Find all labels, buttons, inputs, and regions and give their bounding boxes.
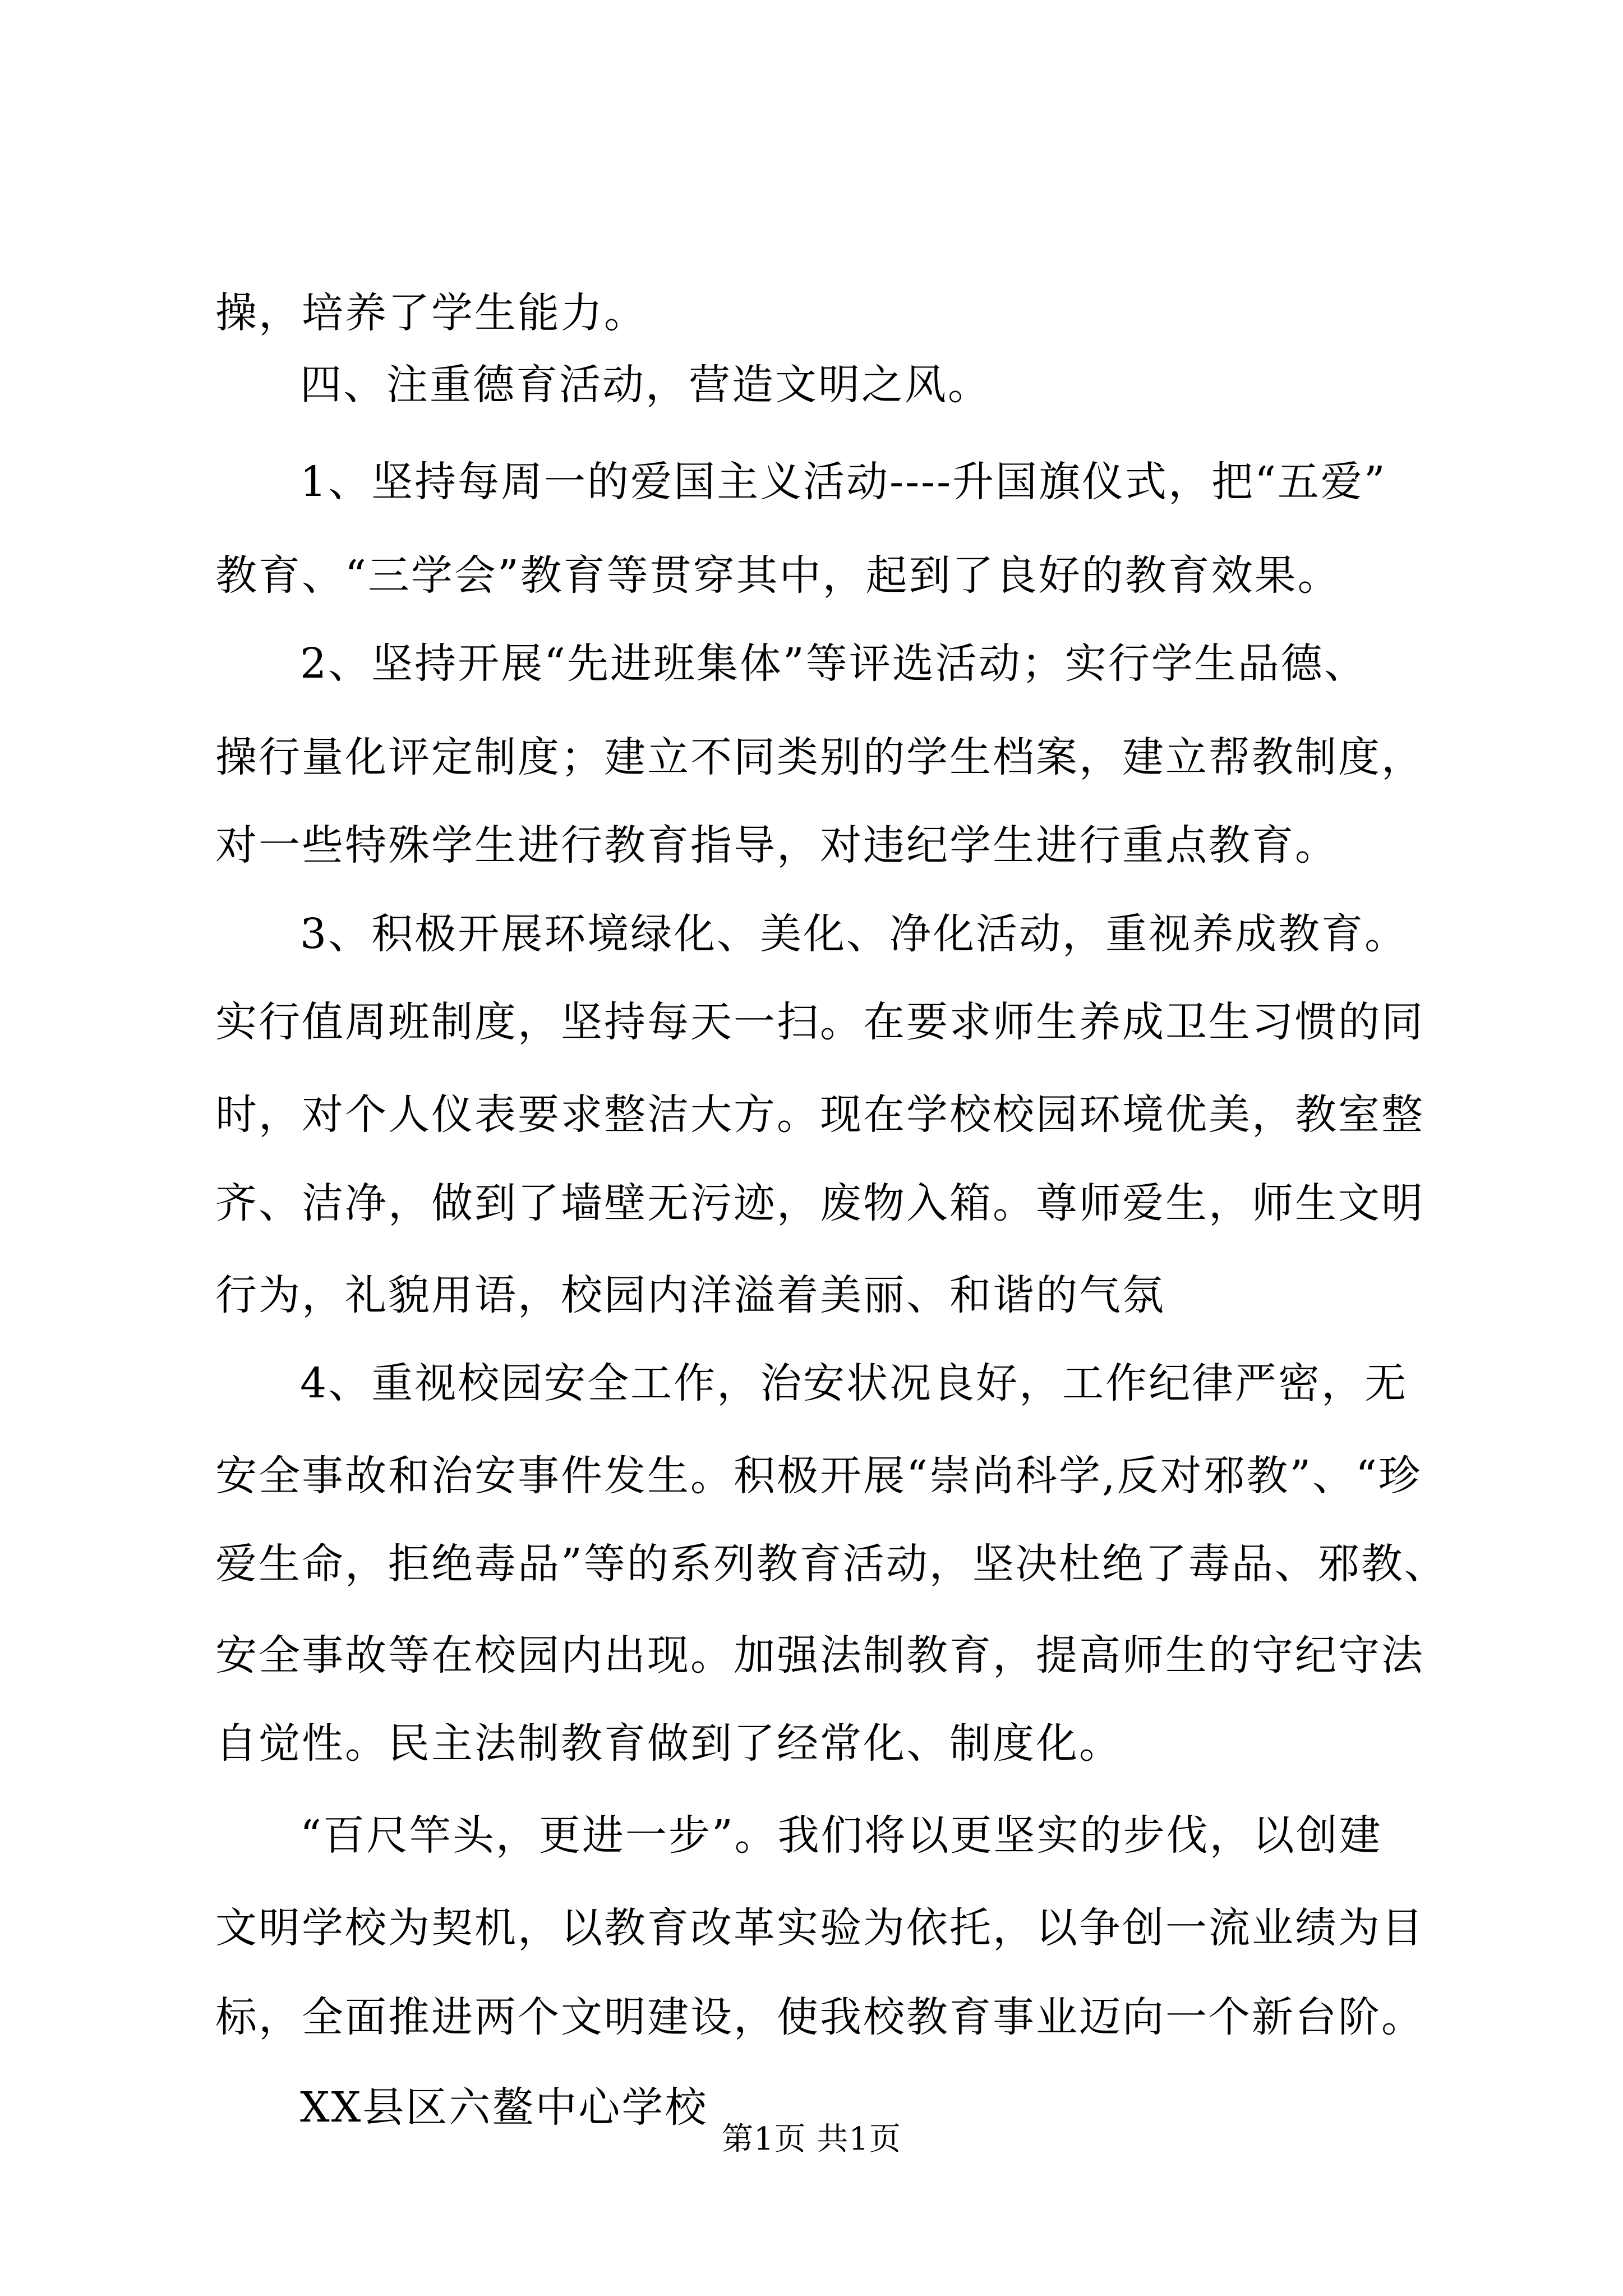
paragraph-line: 齐、洁净，做到了墙壁无污迹，废物入箱。尊师爱生，师生文明 (215, 1179, 1424, 1227)
paragraph-line: 操，培养了学生能力。 (215, 289, 647, 337)
paragraph-line: 安全事故和治安事件发生。积极开展“崇尚科学,反对邪教”、“珍 (215, 1452, 1422, 1500)
paragraph-line: 1、坚持每周一的爱国主义活动----升国旗仪式，把“五爱” (300, 458, 1387, 506)
page-number: 第1页 共1页 (721, 2121, 902, 2157)
paragraph-line: 3、积极开展环境绿化、美化、净化活动，重视养成教育。 (300, 910, 1408, 958)
paragraph-line: 教育、“三学会”教育等贯穿其中，起到了良好的教育效果。 (215, 551, 1341, 600)
paragraph-line: 4、重视校园安全工作，治安状况良好，工作纪律严密，无 (300, 1359, 1408, 1407)
paragraph-line: 自觉性。民主法制教育做到了经常化、制度化。 (215, 1719, 1122, 1768)
signature-line: XX县区六鳌中心学校 (300, 2083, 708, 2132)
paragraph-line: 爱生命，拒绝毒品”等的系列教育活动，坚决杜绝了毒品、邪教、 (215, 1540, 1447, 1588)
section-heading: 四、注重德育活动，营造文明之风。 (300, 361, 991, 409)
paragraph-line: 2、坚持开展“先进班集体”等评选活动；实行学生品德、 (300, 639, 1367, 688)
paragraph-line: 标，全面推进两个文明建设，使我校教育事业迈向一个新台阶。 (215, 1993, 1424, 2041)
paragraph-line: 行为，礼貌用语，校园内洋溢着美丽、和谐的气氛 (215, 1271, 1165, 1319)
paragraph-line: 文明学校为契机，以教育改革实验为依托，以争创一流业绩为目 (215, 1904, 1424, 1952)
paragraph-line: 时，对个人仪表要求整洁大方。现在学校校园环境优美，教室整 (215, 1091, 1424, 1139)
paragraph-line: 对一些特殊学生进行教育指导，对违纪学生进行重点教育。 (215, 821, 1338, 869)
paragraph-line: 安全事故等在校园内出现。加强法制教育，提高师生的守纪守法 (215, 1631, 1424, 1680)
paragraph-line: 实行值周班制度，坚持每天一扫。在要求师生养成卫生习惯的同 (215, 998, 1424, 1046)
paragraph-line: “百尺竿头，更进一步”。我们将以更坚实的步伐，以创建 (300, 1811, 1382, 1860)
paragraph-line: 操行量化评定制度；建立不同类别的学生档案，建立帮教制度， (215, 733, 1424, 781)
